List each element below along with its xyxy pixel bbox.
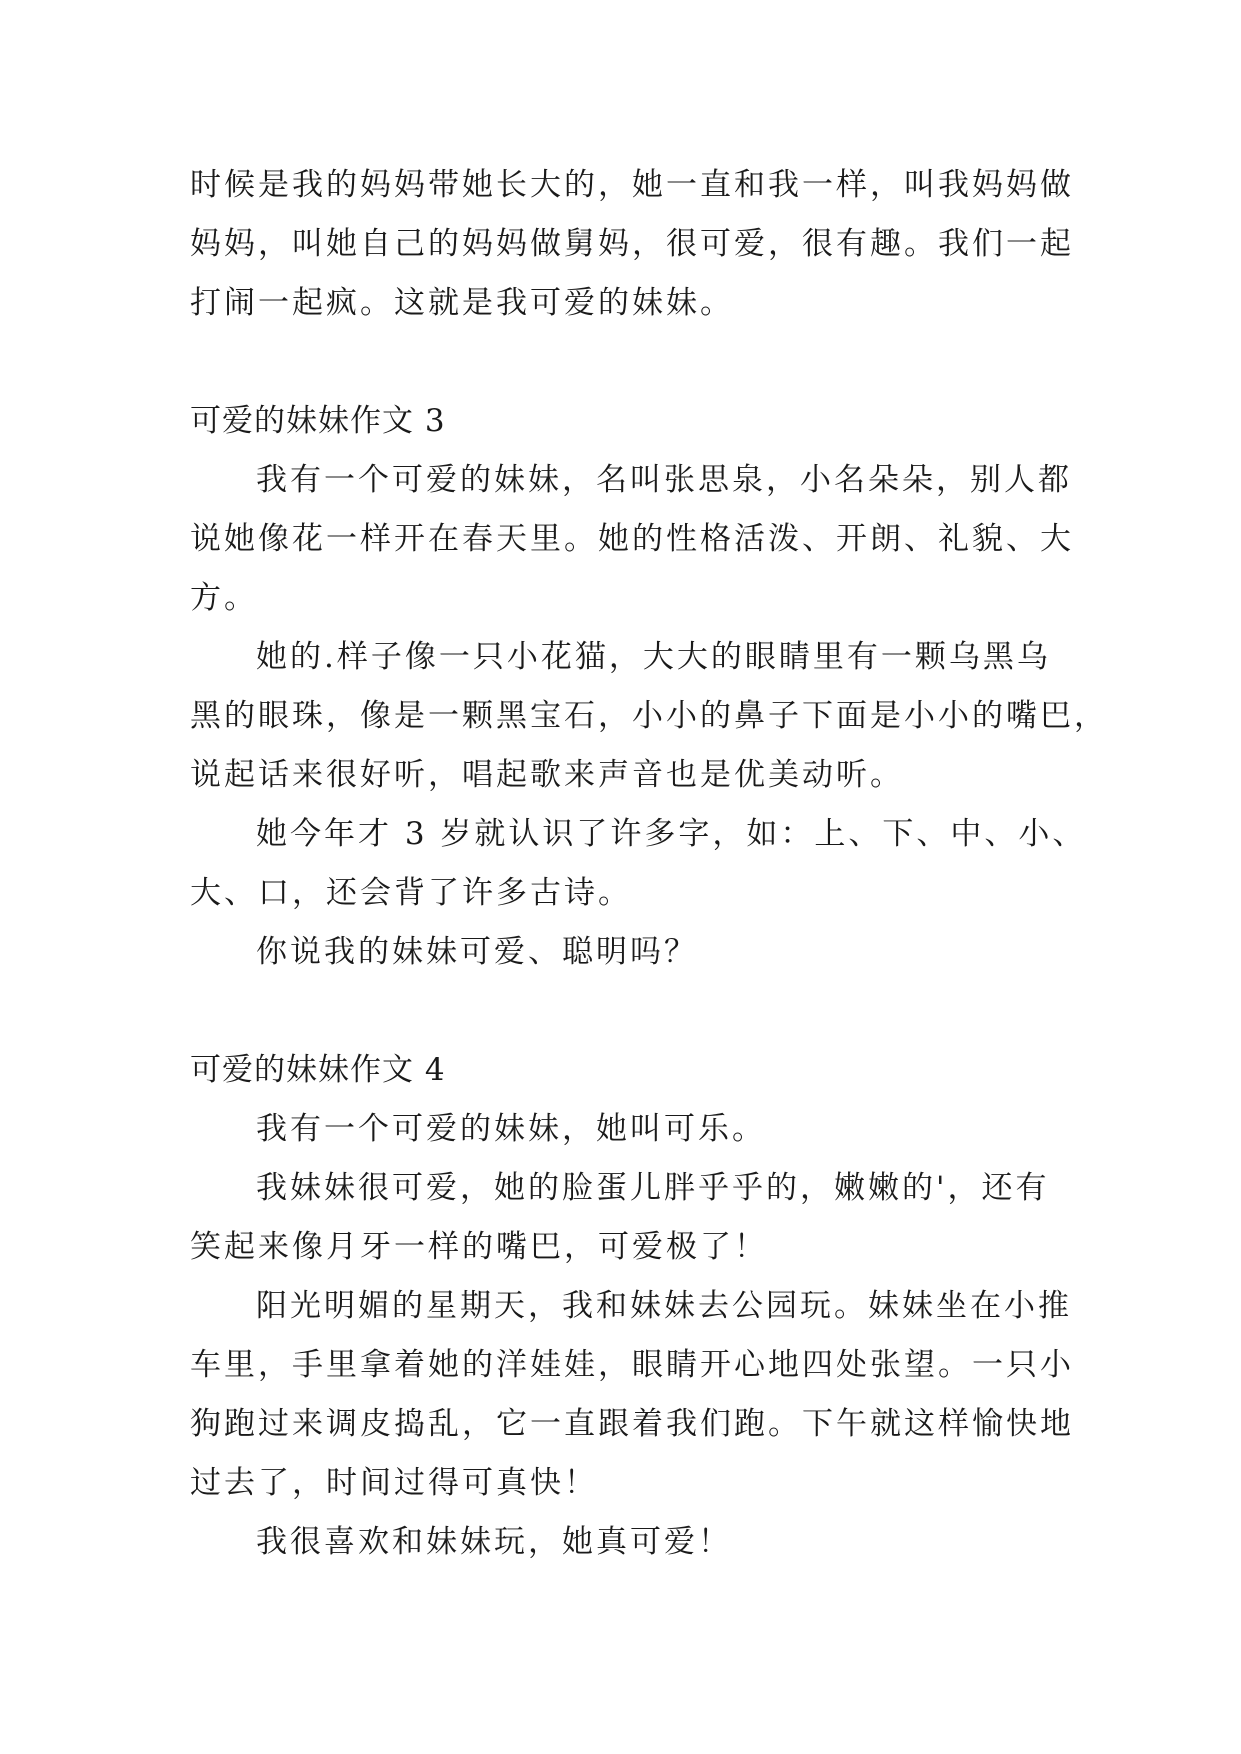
paragraph-line: 我有一个可爱的妹妹，她叫可乐。 [256, 1111, 766, 1147]
paragraph-line: 打闹一起疯。这就是我可爱的妹妹。 [190, 285, 734, 321]
section-heading-4: 可爱的妹妹作文 4 [190, 1052, 446, 1088]
paragraph-line: 阳光明媚的星期天，我和妹妹去公园玩。妹妹坐在小推 [256, 1288, 1072, 1324]
paragraph-line: 我有一个可爱的妹妹，名叫张思泉，小名朵朵，别人都 [256, 462, 1072, 498]
paragraph-line: 你说我的妹妹可爱、聪明吗？ [256, 934, 698, 970]
paragraph-line: 她今年才 3 岁就认识了许多字，如：上、下、中、小、 [256, 816, 1087, 852]
paragraph-line: 时候是我的妈妈带她长大的，她一直和我一样，叫我妈妈做 [190, 167, 1074, 203]
paragraph-line: 我很喜欢和妹妹玩，她真可爱！ [256, 1524, 732, 1560]
paragraph-line: 笑起来像月牙一样的嘴巴，可爱极了！ [190, 1229, 768, 1265]
paragraph-line: 大、口，还会背了许多古诗。 [190, 875, 632, 911]
paragraph-line: 过去了，时间过得可真快！ [190, 1465, 598, 1501]
paragraph-line: 我妹妹很可爱，她的脸蛋儿胖乎乎的，嫩嫩的'，还有 [256, 1170, 1050, 1206]
paragraph-line: 妈妈，叫她自己的妈妈做舅妈，很可爱，很有趣。我们一起 [190, 226, 1074, 262]
paragraph-line: 说她像花一样开在春天里。她的性格活泼、开朗、礼貌、大 [190, 521, 1074, 557]
paragraph-line: 黑的眼珠，像是一颗黑宝石，小小的鼻子下面是小小的嘴巴， [190, 698, 1108, 734]
section-heading-3: 可爱的妹妹作文 3 [190, 403, 446, 439]
paragraph-line: 狗跑过来调皮捣乱，它一直跟着我们跑。下午就这样愉快地 [190, 1406, 1074, 1442]
paragraph-line: 车里，手里拿着她的洋娃娃，眼睛开心地四处张望。一只小 [190, 1347, 1074, 1383]
paragraph-line: 方。 [190, 580, 258, 616]
paragraph-line: 她的.样子像一只小花猫，大大的眼睛里有一颗乌黑乌 [256, 639, 1051, 675]
paragraph-line: 说起话来很好听，唱起歌来声音也是优美动听。 [190, 757, 904, 793]
